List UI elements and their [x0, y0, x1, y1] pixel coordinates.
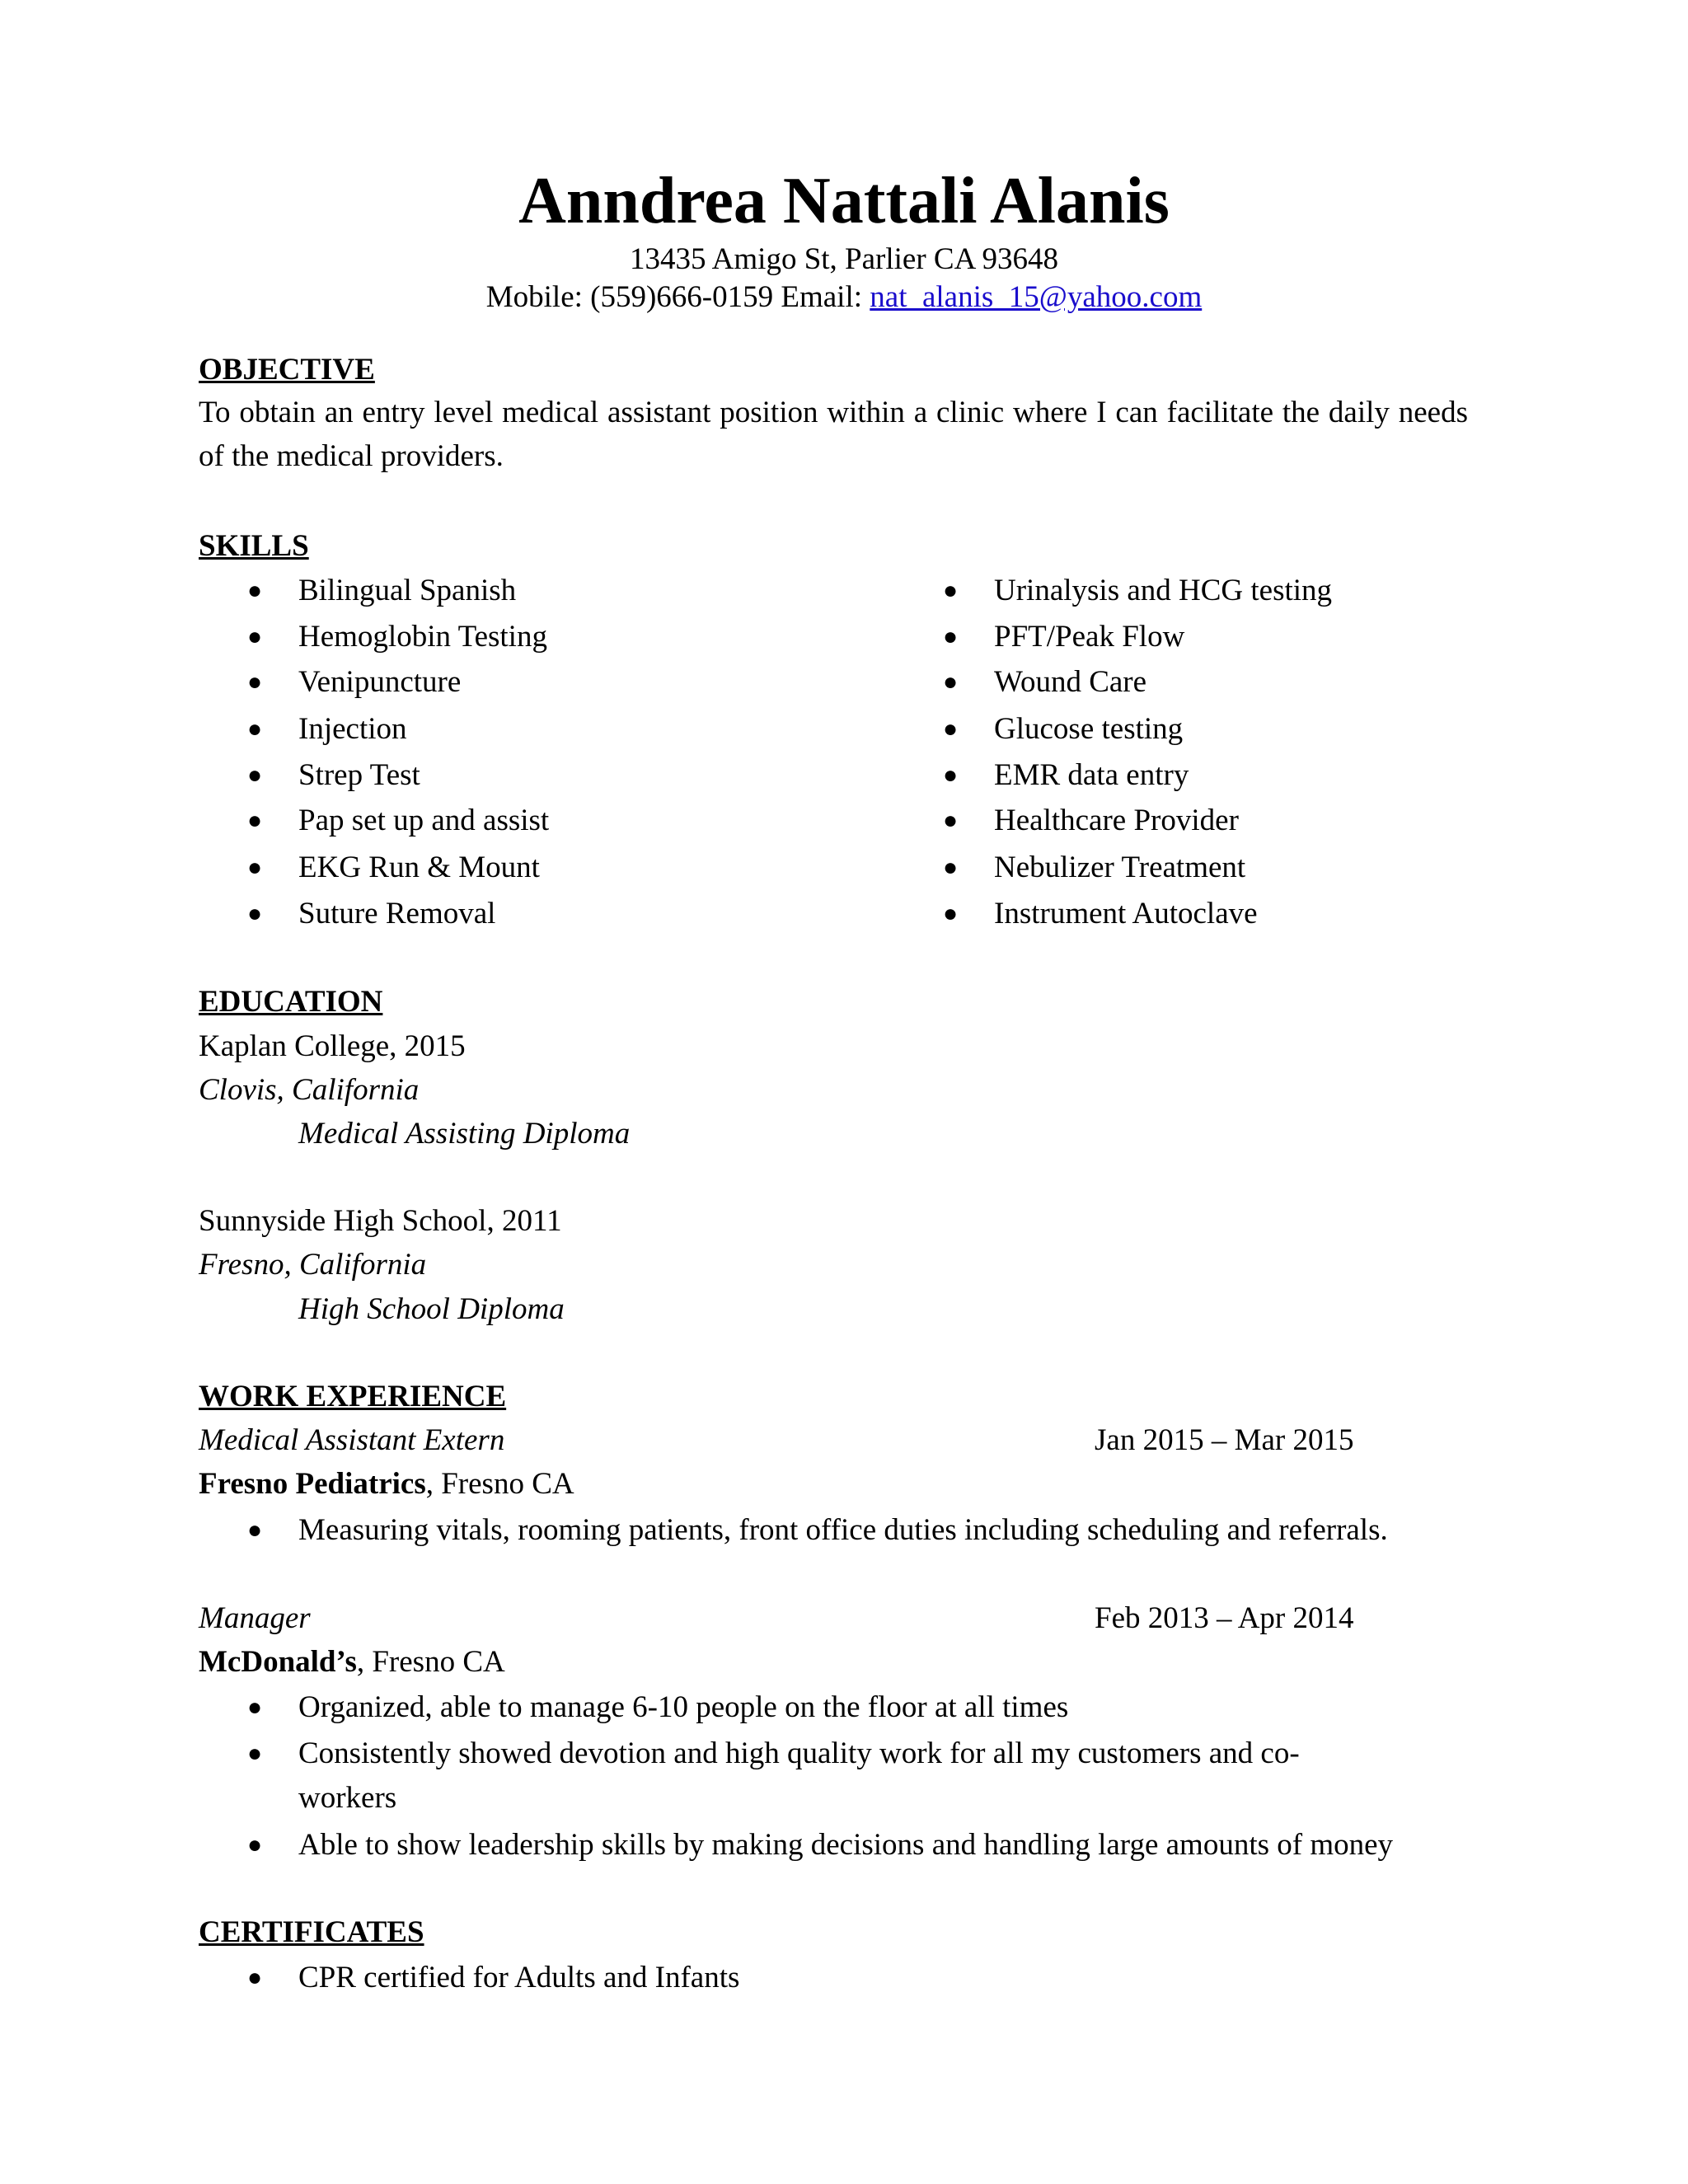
employer-line — [199, 1643, 505, 1681]
school-name: Kaplan College, 2015 — [199, 1029, 466, 1063]
objective-text: To obtain an entry level medical assistant position within a clinic where I can facilitate the daily needs of the medical providers. — [199, 396, 1468, 473]
bullet-icon: ● — [943, 762, 959, 789]
bullet-icon: ● — [943, 668, 959, 696]
job-title: Manager — [199, 1601, 311, 1635]
skills-heading: SKILLS — [199, 529, 309, 563]
skill-item: Instrument Autoclave — [994, 897, 1258, 930]
objective-heading: OBJECTIVE — [199, 353, 375, 387]
skill-item: Strep Test — [298, 758, 420, 792]
bullet-icon: ● — [247, 1740, 263, 1767]
skill-item: Pap set up and assist — [298, 804, 550, 837]
bullet-icon: ● — [943, 577, 959, 604]
skill-item: Nebulizer Treatment — [994, 851, 1246, 884]
duty-item: Measuring vitals, rooming patients, front office duties including scheduling and referrals. — [298, 1513, 1388, 1547]
job-dates: Jan 2015 – Mar 2015 — [1095, 1423, 1354, 1457]
education-heading: EDUCATION — [199, 985, 383, 1019]
bullet-icon: ● — [247, 715, 263, 743]
certificates-heading: CERTIFICATES — [199, 1915, 424, 1949]
degree: Medical Assisting Diploma — [298, 1117, 631, 1151]
duty-item: Organized, able to manage 6-10 people on the floor at all times — [298, 1690, 1069, 1724]
employer-name: Fresno Pediatrics — [199, 1467, 426, 1501]
bullet-icon: ● — [943, 623, 959, 650]
email-link[interactable]: nat_alanis_15@yahoo.com — [870, 280, 1203, 314]
school-name: Sunnyside High School, 2011 — [199, 1204, 562, 1238]
certificate-item: CPR certified for Adults and Infants — [298, 1961, 740, 1994]
bullet-icon: ● — [247, 854, 263, 881]
school-location: Fresno, California — [199, 1248, 427, 1282]
skill-item: Hemoglobin Testing — [298, 620, 547, 654]
address-line: 13435 Amigo St, Parlier CA 93648 — [629, 242, 1059, 276]
duty-item: Consistently showed devotion and high quality work for all my customers and co- — [298, 1736, 1300, 1770]
bullet-icon: ● — [247, 577, 263, 604]
employer-location: , Fresno CA — [356, 1645, 505, 1679]
bullet-icon: ● — [247, 1831, 263, 1858]
job-dates: Feb 2013 – Apr 2014 — [1095, 1601, 1354, 1635]
bullet-icon: ● — [247, 668, 263, 696]
degree: High School Diploma — [298, 1292, 565, 1326]
skill-item: Glucose testing — [994, 712, 1184, 746]
skill-item: EKG Run & Mount — [298, 851, 540, 884]
contact-line — [0, 279, 1688, 316]
skill-item: Urinalysis and HCG testing — [994, 574, 1333, 607]
bullet-icon: ● — [247, 1516, 263, 1544]
duty-item-continuation: workers — [298, 1781, 397, 1815]
employer-name: McDonald’s — [199, 1645, 357, 1679]
bullet-icon: ● — [247, 1964, 263, 1991]
employer-location: , Fresno CA — [425, 1467, 574, 1501]
job-title: Medical Assistant Extern — [199, 1423, 505, 1457]
work-experience-heading: WORK EXPERIENCE — [199, 1380, 507, 1413]
school-location: Clovis, California — [199, 1073, 420, 1107]
skill-item: PFT/Peak Flow — [994, 620, 1185, 654]
resume-header — [0, 162, 1688, 316]
candidate-name: Anndrea Nattali Alanis — [518, 165, 1170, 237]
bullet-icon: ● — [943, 900, 959, 927]
bullet-icon: ● — [247, 1694, 263, 1721]
duty-item: Able to show leadership skills by making decisions and handling large amounts of money — [298, 1828, 1394, 1862]
employer-line — [199, 1465, 574, 1503]
bullet-icon: ● — [247, 807, 263, 834]
bullet-icon: ● — [943, 715, 959, 743]
skill-item: Wound Care — [994, 665, 1147, 699]
skill-item: Injection — [298, 712, 407, 746]
skill-item: Venipuncture — [298, 665, 462, 699]
bullet-icon: ● — [247, 900, 263, 927]
skill-item: Healthcare Provider — [994, 804, 1239, 837]
bullet-icon: ● — [943, 854, 959, 881]
contact-prefix: Mobile: (559)666-0159 Email: — [485, 280, 870, 314]
skill-item: EMR data entry — [994, 758, 1189, 792]
skill-item: Suture Removal — [298, 897, 496, 930]
bullet-icon: ● — [247, 762, 263, 789]
bullet-icon: ● — [943, 807, 959, 834]
skill-item: Bilingual Spanish — [298, 574, 517, 607]
bullet-icon: ● — [247, 623, 263, 650]
